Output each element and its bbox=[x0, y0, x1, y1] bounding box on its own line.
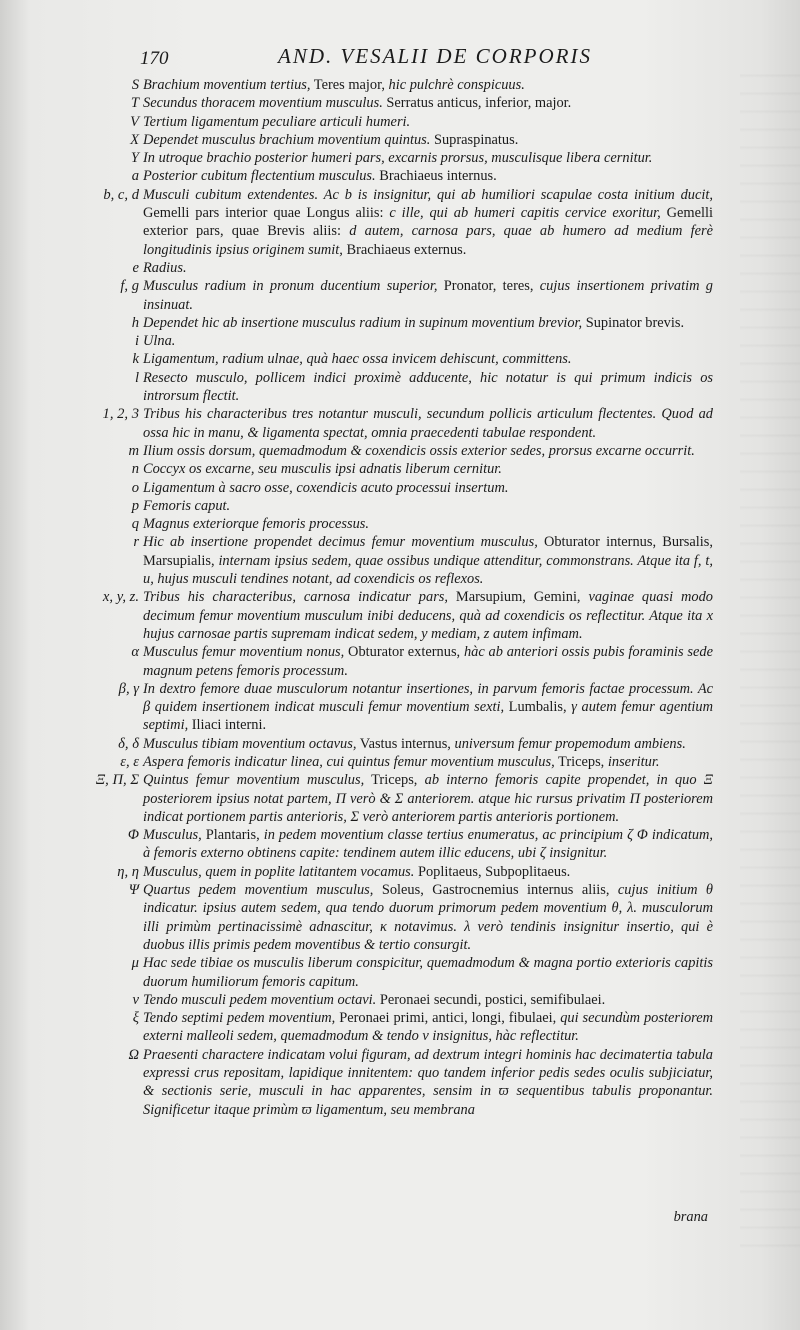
entry-key: l bbox=[134, 369, 139, 386]
entry-key: ε, ε bbox=[120, 753, 139, 770]
legend-entry bbox=[93, 753, 713, 771]
entry-key: V bbox=[130, 113, 139, 130]
legend-entry bbox=[93, 954, 713, 991]
legend-entry bbox=[93, 94, 713, 112]
entry-text: Quintus femur moventium musculus, Triceps, ab interno femoris capite propendet, in quo Ξ posteriorem ipsius notat partem, Π verò & Σ anteriorem. atque hic rursus privatim Π posteriorem indicat portionem partis anterioris, Σ verò anteriorem partis anterioris portionem. bbox=[143, 772, 713, 825]
entry-text: Quartus pedem moventium musculus, Soleus, Gastrocnemius internus aliis, cujus initium θ indicatur. ipsius autem sedem, qua tendo duorum primorum pedem moventium θ, λ. musculorum illi primùm pertinacissimè adnascitur, κ notavimus. λ verò tendinis insignitur insertio, qui è duobus illis primis pedem moventibus & tertio consurgit. bbox=[143, 882, 713, 953]
legend-entry bbox=[93, 442, 713, 460]
entry-key: η, η bbox=[117, 863, 139, 880]
entry-text: Hac sede tibiae os musculis liberum conspicitur, quemadmodum & magna portio exterioris capitis duorum humiliorum femoris capitum. bbox=[143, 955, 713, 990]
legend-entry bbox=[93, 680, 713, 735]
entry-key: δ, δ bbox=[118, 735, 139, 752]
legend-entry bbox=[93, 771, 713, 826]
legend-entry bbox=[93, 533, 713, 588]
running-head: AND. VESALII DE CORPORIS bbox=[278, 44, 592, 68]
legend-entry bbox=[93, 863, 713, 881]
entry-key: β, γ bbox=[118, 680, 139, 697]
entry-key: o bbox=[131, 479, 139, 496]
legend-entry bbox=[93, 186, 713, 259]
legend-entry bbox=[93, 735, 713, 753]
entry-text: Praesenti charactere indicatam volui figuram, ad dextrum integri hominis hac decimatertia tabula expressi crus repositam, lapidique innitentem: quo tandem inferior pedis sedes oculis subjiciatur, & sectionis serie, musculi in hac apparentes, sensim in ϖ sequentibus tabulis proponantur. Significetur itaque primùm ϖ ligamentum, seu membrana bbox=[143, 1046, 713, 1118]
entry-text: Radius. bbox=[143, 259, 187, 276]
entry-text: Ligamentum à sacro osse, coxendicis acuto processui insertum. bbox=[143, 479, 509, 496]
entry-key: k bbox=[132, 351, 139, 368]
entry-key: ν bbox=[132, 991, 139, 1008]
legend-entry bbox=[93, 881, 713, 954]
entry-text: Posterior cubitum flectentium musculus. Brachiaeus internus. bbox=[143, 168, 497, 185]
entry-key: Ω bbox=[128, 1046, 139, 1063]
entry-key: a bbox=[131, 168, 139, 185]
entry-text: Ligamentum, radium ulnae, quà haec ossa invicem dehiscunt, committens. bbox=[143, 351, 572, 368]
legend-entry bbox=[93, 1009, 713, 1046]
legend-entry bbox=[93, 460, 713, 478]
entry-text: Magnus exteriorque femoris processus. bbox=[143, 516, 369, 533]
entry-text: Brachium moventium tertius, Teres major, hic pulchrè conspicuus. bbox=[143, 77, 525, 93]
legend-entry bbox=[93, 332, 713, 350]
entry-text: In dextro femore duae musculorum notantur insertiones, in parvum femoris factae processum. Ac β quidem insertionem indicat musculi femur moventium sexti, Lumbalis, γ autem femur agentium septimi, Iliaci interni. bbox=[143, 680, 713, 734]
legend-entry bbox=[93, 76, 713, 94]
legend-entry bbox=[93, 259, 713, 277]
legend-entries bbox=[93, 76, 713, 1119]
legend-entry bbox=[93, 167, 713, 185]
entry-text: Dependet musculus brachium moventium quintus. Supraspinatus. bbox=[143, 131, 519, 148]
entry-text: Hic ab insertione propendet decimus femur moventium musculus, Obturator internus, Bursalis, Marsupialis, internam ipsius sedem, quae ossibus undique attenditur, commonstrans. Atque ita f, t, u, hujus musculi tendines notant, ad coxendicis os reflexos. bbox=[143, 534, 713, 588]
entry-text: Musculus femur moventium nonus, Obturator externus, hàc ab anteriori ossis pubis foraminis sede magnum petens femoris processum. bbox=[143, 644, 713, 679]
entry-key: b, c, d bbox=[103, 186, 139, 203]
legend-entry bbox=[93, 588, 713, 643]
entry-text: Coccyx os excarne, seu musculis ipsi adnatis liberum cernitur. bbox=[143, 461, 502, 478]
entry-text: Musculi cubitum extendentes. Ac b is insignitur, qui ab humiliori scapulae costa initium ducit, Gemelli pars interior quae Longus aliis: c ille, qui ab humeri capitis cervice exoritur, Gemelli exterior pars, quae Brevis aliis: d autem, carnosa pars, quae ab humero ad medium ferè longitudinis ipsius originem sumit, Brachiaeus externus. bbox=[143, 186, 714, 258]
entry-text: Resecto musculo, pollicem indici proximè adducente, hic notatur is qui primum indicis os introrsum flectit. bbox=[143, 369, 713, 405]
entry-key: e bbox=[132, 259, 139, 276]
entry-key: q bbox=[131, 516, 139, 533]
legend-entry bbox=[93, 1046, 713, 1119]
entry-text: In utroque brachio posterior humeri pars, excarnis prorsus, musculisque libera cernitur. bbox=[143, 150, 653, 167]
legend-entry bbox=[93, 149, 713, 167]
entry-key: X bbox=[130, 131, 139, 148]
entry-text: Tendo septimi pedem moventium, Peronaei primi, antici, longi, fibulaei, qui secundùm posteriorem externi malleoli sedem, quemadmodum & tendo ν insignitus, hàc reflectitur. bbox=[143, 1010, 713, 1045]
entry-text: Secundus thoracem moventium musculus. Serratus anticus, inferior, major. bbox=[143, 95, 572, 112]
entry-text: Musculus, Plantaris, in pedem moventium classe tertius enumeratus, ac principium ζ Φ indicatum, à femoris externo obtinens capite: tendinem autem illic educens, ubi ζ insignitur. bbox=[143, 827, 714, 862]
legend-entry bbox=[93, 643, 713, 680]
entry-key: 1, 2, 3 bbox=[102, 406, 139, 423]
entry-key: m bbox=[128, 442, 139, 459]
entry-key: μ bbox=[131, 955, 139, 972]
legend-entry bbox=[93, 277, 713, 314]
catchword: brana bbox=[673, 1209, 708, 1225]
legend-entry bbox=[93, 497, 713, 515]
page-number: 170 bbox=[140, 48, 169, 69]
legend-entry bbox=[93, 515, 713, 533]
entry-key: r bbox=[133, 534, 139, 551]
entry-text: Musculus tibiam moventium octavus, Vastus internus, universum femur propemodum ambiens. bbox=[143, 735, 686, 752]
entry-key: x, y, z. bbox=[102, 589, 139, 606]
entry-key: h bbox=[131, 314, 139, 331]
entry-key: Ψ bbox=[128, 882, 139, 899]
entry-key: Ξ, Π, Σ bbox=[95, 772, 139, 789]
page-header bbox=[140, 44, 700, 70]
entry-text: Tendo musculi pedem moventium octavi. Peronaei secundi, postici, semifibulaei. bbox=[143, 991, 606, 1008]
entry-key: α bbox=[131, 644, 139, 661]
entry-key: p bbox=[131, 497, 139, 514]
entry-key: T bbox=[130, 95, 139, 112]
legend-entry bbox=[93, 369, 713, 406]
entry-key: f, g bbox=[120, 278, 139, 295]
entry-key: S bbox=[131, 77, 139, 93]
legend-entry bbox=[93, 826, 713, 863]
entry-key: n bbox=[131, 461, 139, 478]
legend-entry bbox=[93, 405, 713, 442]
legend-entry bbox=[93, 314, 713, 332]
entry-text: Femoris caput. bbox=[143, 497, 231, 514]
entry-key: ξ bbox=[132, 1010, 139, 1027]
entry-text: Aspera femoris indicatur linea, cui quintus femur moventium musculus, Triceps, inseritur. bbox=[143, 753, 660, 770]
entry-text: Tertium ligamentum peculiare articuli humeri. bbox=[143, 113, 411, 130]
entry-text: Ilium ossis dorsum, quemadmodum & coxendicis ossis exterior sedes, prorsus excarne occurrit. bbox=[143, 442, 695, 459]
entry-text: Ulna. bbox=[143, 333, 176, 350]
entry-text: Dependet hic ab insertione musculus radium in supinum moventium brevior, Supinator brevis. bbox=[143, 314, 685, 331]
legend-entry bbox=[93, 131, 713, 149]
entry-text: Musculus, quem in poplite latitantem vocamus. Poplitaeus, Subpoplitaeus. bbox=[143, 863, 571, 880]
show-through-text bbox=[740, 60, 800, 1260]
entry-key: Y bbox=[130, 150, 139, 167]
entry-key: i bbox=[134, 333, 139, 350]
legend-entry bbox=[93, 113, 713, 131]
entry-text: Musculus radium in pronum ducentium superior, Pronator, teres, cujus insertionem privatim g insinuat. bbox=[143, 278, 713, 313]
entry-text: Tribus his characteribus tres notantur musculi, secundum pollicis articulum flectentes. Quod ad ossa hic in manu, & ligamenta spectat, omnia praecedenti tabulae respondent. bbox=[143, 406, 713, 441]
legend-entry bbox=[93, 479, 713, 497]
legend-entry bbox=[93, 991, 713, 1009]
legend-entry bbox=[93, 350, 713, 368]
entry-key: Φ bbox=[127, 827, 139, 844]
entry-text: Tribus his characteribus, carnosa indicatur pars, Marsupium, Gemini, vaginae quasi modo decimum femur moventium musculum inibi deducens, quà ad coxendicis os reflectitur. Atque ita x hujus carnosae partis supremam indicat sedem, y mediam, z autem infimam. bbox=[143, 589, 713, 642]
